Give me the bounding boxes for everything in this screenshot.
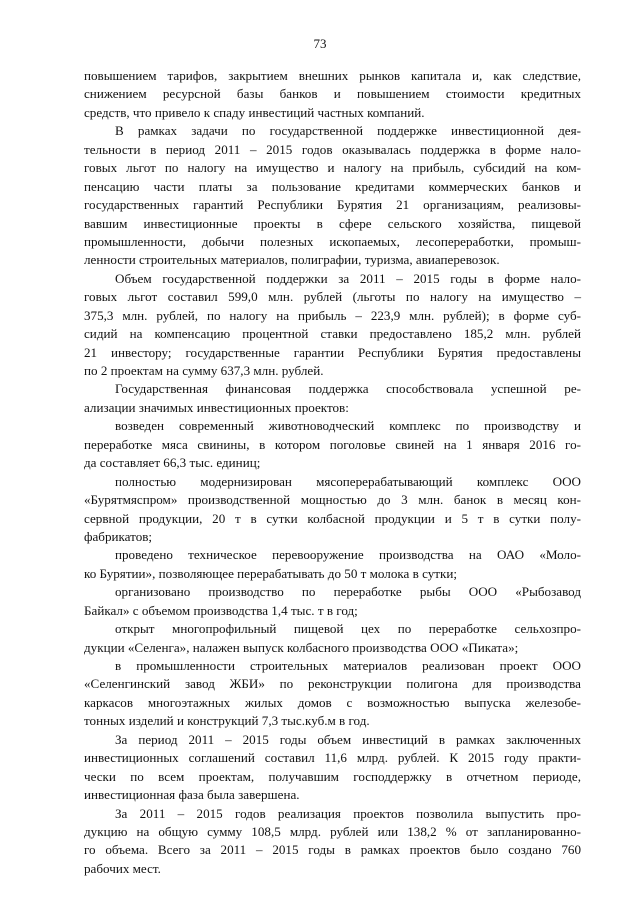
text-line: говых льгот по налогу на имущество и налогу на прибыль, субсидий на ком- xyxy=(84,160,581,176)
text-line: возведен современный животноводческий комплекс по производству и xyxy=(115,418,581,434)
text-line: да составляет 66,3 тыс. единиц; xyxy=(84,455,261,471)
text-line: 21 инвестору; государственные гарантии Республики Бурятия предоставлены xyxy=(84,344,581,360)
text-line: За 2011 – 2015 годов реализация проектов позволила выпустить про- xyxy=(115,805,581,821)
text-line: ализации значимых инвестиционных проектов: xyxy=(84,399,349,415)
text-line: сидий на компенсацию процентной ставки предоставлено 185,2 млн. рублей xyxy=(84,326,581,342)
text-line: в промышленности строительных материалов реализован проект ООО xyxy=(115,658,581,673)
text-line: «Селенгинский завод ЖБИ» по реконструкции полигона для производства xyxy=(84,676,581,692)
text-line: тельности в период 2011 – 2015 годов оказывалась поддержка в форме нало- xyxy=(84,141,581,157)
page-number: 73 xyxy=(313,36,327,51)
text-line: проведено техническое перевооружение производства на ОАО «Моло- xyxy=(115,547,581,563)
text-line: пенсацию части платы за пользование кредитами коммерческих банков и xyxy=(84,178,581,194)
text-line: рабочих мест. xyxy=(84,860,161,876)
text-line: полностью модернизирован мясоперерабатывающий комплекс ООО xyxy=(115,473,581,489)
text-line: сервной продукции, 20 т в сутки колбасной продукции и 5 т в сутки полу- xyxy=(84,510,581,526)
text-line: 375,3 млн. рублей, по налогу на прибыль – 223,9 млн. рублей); в форме суб- xyxy=(84,307,581,323)
text-line: инвестиционная фаза была завершена. xyxy=(84,787,300,803)
text-line: За период 2011 – 2015 годы объем инвестиций в рамках заключенных xyxy=(115,731,581,747)
text-line: фабрикатов; xyxy=(84,528,153,544)
text-line: Государственная финансовая поддержка способствовала успешной ре- xyxy=(115,381,581,397)
text-line: вавшим инвестиционные проекты в сфере сельского хозяйства, пищевой xyxy=(84,215,581,231)
text-line: открыт многопрофильный пищевой цех по переработке сельхозпро- xyxy=(115,621,581,637)
text-line: тонных изделий и конструкций 7,3 тыс.куб.м в год. xyxy=(84,713,370,729)
text-line: снижением ресурсной базы банков и повышением стоимости кредитных xyxy=(84,86,581,102)
text-line: «Бурятмяспром» производственной мощностью до 3 млн. банок в месяц кон- xyxy=(84,492,581,508)
text-line: В рамках задачи по государственной поддержке инвестиционной дея- xyxy=(115,123,581,139)
text-line: дукцию на общую сумму 108,5 млрд. рублей или 138,2 % от запланированно- xyxy=(84,823,581,839)
text-line: Объем государственной поддержки за 2011 – 2015 годы в форме нало- xyxy=(115,270,581,286)
document-body xyxy=(84,67,581,878)
text-line: повышением тарифов, закрытием внешних рынков капитала и, как следствие, xyxy=(84,68,581,83)
text-line: средств, что привело к спаду инвестиций частных компаний. xyxy=(84,104,425,120)
text-line: организовано производство по переработке рыбы ООО «Рыбозавод xyxy=(115,584,581,600)
text-line: каркасов многоэтажных жилых домов с возможностью выпуска железобе- xyxy=(84,694,581,710)
text-line: государственных гарантий Республики Бурятия 21 организациям, реализовы- xyxy=(84,197,581,213)
text-line: промышленности, добычи полезных ископаемых, лесопереработки, промыш- xyxy=(84,233,581,249)
text-line: го объема. Всего за 2011 – 2015 годы в рамках проектов было создано 760 xyxy=(84,842,581,858)
text-line: чески по всем проектам, получавшим господдержку в отчетном периоде, xyxy=(84,768,581,784)
text-line: переработке мяса свинины, в котором поголовье свиней на 1 января 2016 го- xyxy=(84,436,581,452)
text-line: ко Бурятии», позволяющее перерабатывать до 50 т молока в сутки; xyxy=(84,565,458,581)
text-line: инвестиционных соглашений составил 11,6 млрд. рублей. К 2015 году практи- xyxy=(84,750,581,766)
text-line: Байкал» с объемом производства 1,4 тыс. т в год; xyxy=(84,602,358,618)
text-line: говых льгот составил 599,0 млн. рублей (льготы по налогу на имущество – xyxy=(84,289,581,305)
text-line: ленности строительных материалов, полиграфии, туризма, авиаперевозок. xyxy=(84,252,500,268)
text-line: дукции «Селенга», налажен выпуск колбасного производства ООО «Пиката»; xyxy=(84,639,519,655)
text-line: по 2 проектам на сумму 637,3 млн. рублей. xyxy=(84,363,324,378)
